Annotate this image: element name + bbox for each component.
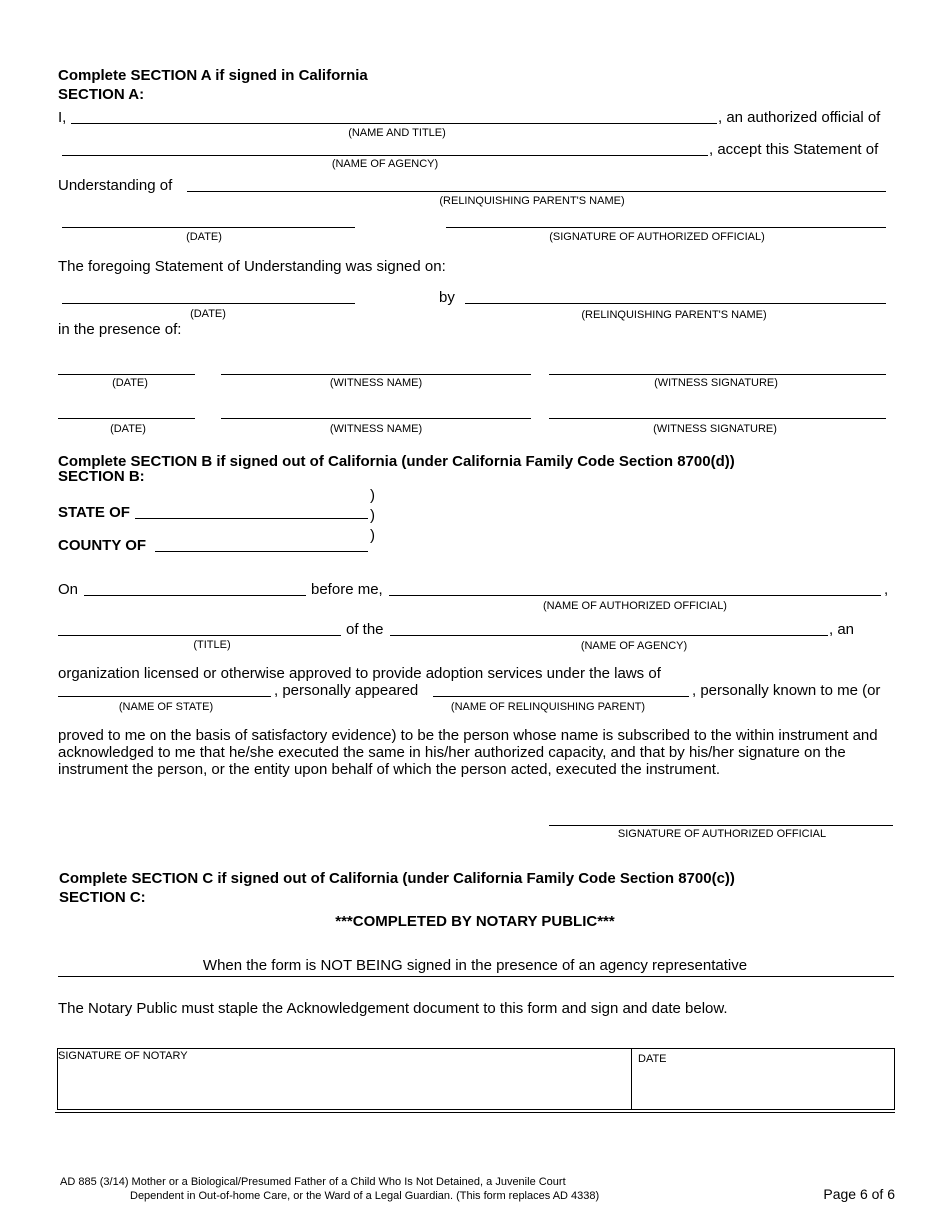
name-of-agency-caption: (NAME OF AGENCY) (331, 158, 439, 170)
agency-name-field[interactable] (62, 155, 708, 156)
notary-date-label: DATE (638, 1053, 667, 1065)
on-label: On (58, 581, 79, 598)
date-caption: (DATE) (186, 231, 222, 243)
notary-box-underline (55, 1112, 895, 1113)
date-field[interactable] (62, 227, 355, 228)
personally-appeared-label: , personally appeared (274, 682, 419, 699)
section-c-heading: Complete SECTION C if signed out of California (under California Family Code Section 8700(c)) (59, 870, 735, 887)
relinquishing-parent-name-field[interactable] (433, 696, 689, 697)
witness-2-signature-caption: (WITNESS SIGNATURE) (653, 423, 777, 435)
venue-paren-1: ) (370, 487, 375, 504)
relinquishing-parent-caption: (RELINQUISHING PARENT'S NAME) (439, 195, 625, 207)
foregoing-statement-text: The foregoing Statement of Understanding was signed on: (58, 258, 446, 275)
signed-by-parent-field[interactable] (465, 303, 886, 304)
witness-1-name-field[interactable] (221, 374, 531, 375)
of-the-label: of the (346, 621, 384, 638)
proved-paragraph: proved to me on the basis of satisfactory evidence) to be the person whose name is subscribed to the within instrument and acknowledged to me that he/she executed the same in his/her authorized capacity, and that by his/her signature on the instrument the person, or the entity upon behalf of which the person acted, executed the instrument. (58, 727, 878, 778)
before-me-label: before me, (311, 581, 383, 598)
section-c-divider (58, 976, 894, 977)
authorized-official-caption: (NAME OF AUTHORIZED OFFICIAL) (543, 600, 727, 612)
notary-signature-box[interactable] (57, 1048, 632, 1110)
title-field[interactable] (58, 635, 341, 636)
name-and-title-field[interactable] (71, 123, 717, 124)
relinquishing-parent-field[interactable] (187, 191, 886, 192)
section-b-agency-field[interactable] (390, 635, 828, 636)
organization-text: organization licensed or otherwise approved to provide adoption services under the laws of (58, 665, 661, 682)
signed-date-field[interactable] (62, 303, 355, 304)
signed-date-caption: (DATE) (190, 308, 226, 320)
personally-known-label: , personally known to me (or (692, 682, 881, 699)
state-of-field[interactable] (135, 518, 368, 519)
signed-by-parent-caption: (RELINQUISHING PARENT'S NAME) (581, 309, 767, 321)
section-c-label: SECTION C: (59, 889, 146, 906)
authorized-official-name-field[interactable] (389, 595, 881, 596)
name-of-state-field[interactable] (58, 696, 271, 697)
staple-instruction-text: The Notary Public must staple the Acknowledgement document to this form and sign and date below. (58, 1000, 728, 1017)
presence-text: in the presence of: (58, 321, 182, 338)
witness-1-signature-caption: (WITNESS SIGNATURE) (654, 377, 778, 389)
notary-heading: ***COMPLETED BY NOTARY PUBLIC*** (335, 913, 615, 930)
name-and-title-caption: (NAME AND TITLE) (348, 127, 446, 139)
an-label: , an (829, 621, 855, 638)
witness-2-date-field[interactable] (58, 418, 195, 419)
witness-2-name-caption: (WITNESS NAME) (329, 423, 423, 435)
title-caption: (TITLE) (193, 639, 231, 651)
witness-1-name-caption: (WITNESS NAME) (329, 377, 423, 389)
county-of-label: COUNTY OF (58, 537, 147, 554)
not-being-signed-text: When the form is NOT BEING signed in the presence of an agency representative (202, 957, 748, 974)
section-b-label: SECTION B: (58, 468, 145, 485)
comma: , (884, 581, 889, 598)
state-of-label: STATE OF (58, 504, 130, 521)
section-b-signature-field[interactable] (549, 825, 893, 826)
footer-form-line-2: Dependent in Out-of-home Care, or the Ward of a Legal Guardian. (This form replaces AD 4338) (130, 1190, 600, 1202)
witness-1-date-caption: (DATE) (112, 377, 148, 389)
official-signature-field[interactable] (446, 227, 886, 228)
notary-date-box[interactable] (631, 1048, 895, 1110)
name-of-state-caption: (NAME OF STATE) (118, 701, 214, 713)
witness-2-date-caption: (DATE) (110, 423, 146, 435)
relinquishing-parent-name-caption: (NAME OF RELINQUISHING PARENT) (450, 701, 646, 713)
accept-statement-text: , accept this Statement of (709, 141, 879, 158)
signature-official-caption: (SIGNATURE OF AUTHORIZED OFFICIAL) (549, 231, 765, 243)
section-b-agency-caption: (NAME OF AGENCY) (580, 640, 688, 652)
venue-paren-2: ) (370, 507, 375, 524)
signature-of-notary-label: SIGNATURE OF NOTARY (58, 1050, 188, 1062)
page-number: Page 6 of 6 (823, 1186, 895, 1202)
witness-1-signature-field[interactable] (549, 374, 886, 375)
venue-paren-3: ) (370, 527, 375, 544)
i-prefix: I, (58, 109, 67, 126)
witness-2-name-field[interactable] (221, 418, 531, 419)
footer-form-line-1: AD 885 (3/14) Mother or a Biological/Presumed Father of a Child Who Is Not Detained, a Juvenile Court (60, 1176, 566, 1188)
section-b-heading: Complete SECTION B if signed out of California (under California Family Code Section 8700(d)) (58, 453, 735, 470)
authorized-official-text: , an authorized official of (718, 109, 881, 126)
on-date-field[interactable] (84, 595, 306, 596)
section-a-label: SECTION A: (58, 86, 145, 103)
understanding-of-label: Understanding of (58, 177, 173, 194)
witness-1-date-field[interactable] (58, 374, 195, 375)
witness-2-signature-field[interactable] (549, 418, 886, 419)
county-of-field[interactable] (155, 551, 368, 552)
section-a-heading: Complete SECTION A if signed in California (58, 67, 368, 84)
section-b-signature-caption: SIGNATURE OF AUTHORIZED OFFICIAL (617, 828, 827, 840)
by-label: by (439, 289, 455, 306)
